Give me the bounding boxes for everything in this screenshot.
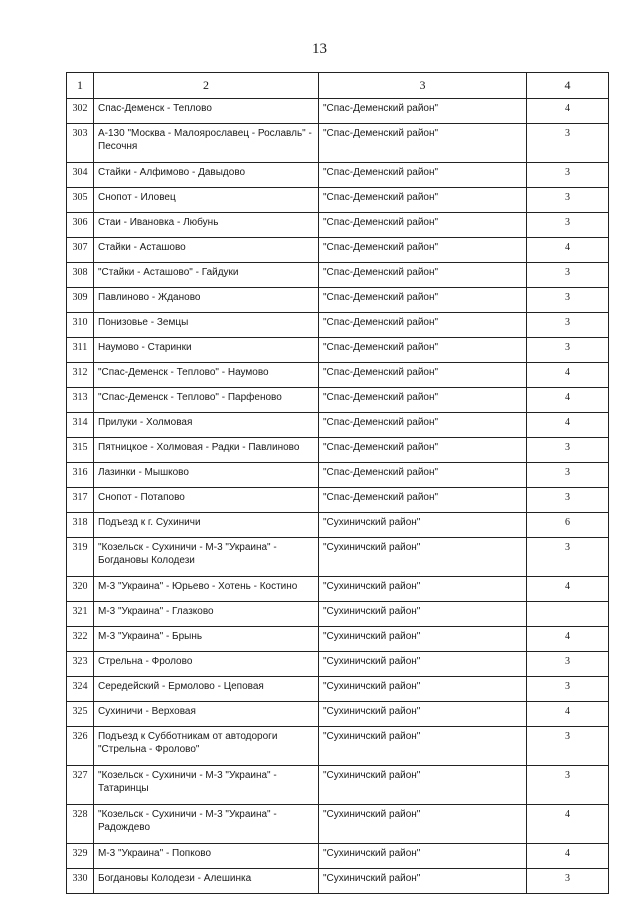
road-name-cell: Наумово - Старинки — [94, 338, 319, 363]
district-cell: "Спас-Деменский район" — [319, 363, 527, 388]
row-number-cell: 326 — [67, 727, 94, 766]
district-cell: "Сухиничский район" — [319, 627, 527, 652]
category-cell: 4 — [527, 702, 609, 727]
table-row — [67, 213, 609, 238]
district-cell: "Сухиничский район" — [319, 677, 527, 702]
district-cell: "Сухиничский район" — [319, 869, 527, 894]
row-number-cell: 313 — [67, 388, 94, 413]
table-row — [67, 602, 609, 627]
row-number-cell: 310 — [67, 313, 94, 338]
district-cell: "Спас-Деменский район" — [319, 413, 527, 438]
table-row — [67, 413, 609, 438]
road-name-cell: Середейский - Ермолово - Цеповая — [94, 677, 319, 702]
row-number-cell: 321 — [67, 602, 94, 627]
district-cell: "Спас-Деменский район" — [319, 238, 527, 263]
header-cell-district: 3 — [319, 73, 527, 99]
district-cell: "Спас-Деменский район" — [319, 124, 527, 163]
row-number-cell: 309 — [67, 288, 94, 313]
road-name-cell: "Спас-Деменск - Теплово" - Парфеново — [94, 388, 319, 413]
table-row — [67, 805, 609, 844]
district-cell: "Спас-Деменский район" — [319, 338, 527, 363]
road-name-cell: Богдановы Колодези - Алешинка — [94, 869, 319, 894]
table-row — [67, 288, 609, 313]
road-name-cell: "Козельск - Сухиничи - М-3 "Украина" - Богдановы Колодези — [94, 538, 319, 577]
road-name-cell: Стаи - Ивановка - Любунь — [94, 213, 319, 238]
district-cell: "Сухиничский район" — [319, 805, 527, 844]
road-name-cell: Пятницкое - Холмовая - Радки - Павлиново — [94, 438, 319, 463]
table-row — [67, 627, 609, 652]
road-name-cell: М-3 "Украина" - Глазково — [94, 602, 319, 627]
district-cell: "Сухиничский район" — [319, 727, 527, 766]
district-cell: "Спас-Деменский район" — [319, 163, 527, 188]
row-number-cell: 311 — [67, 338, 94, 363]
road-name-cell: Подъезд к г. Сухиничи — [94, 513, 319, 538]
table-row — [67, 463, 609, 488]
row-number-cell: 320 — [67, 577, 94, 602]
road-name-cell: "Козельск - Сухиничи - М-3 "Украина" - Радождево — [94, 805, 319, 844]
district-cell: "Спас-Деменский район" — [319, 313, 527, 338]
category-cell: 3 — [527, 288, 609, 313]
road-name-cell: А-130 "Москва - Малоярославец - Рославль" - Песочня — [94, 124, 319, 163]
category-cell: 3 — [527, 313, 609, 338]
category-cell: 3 — [527, 488, 609, 513]
table-header-row — [67, 73, 609, 99]
table-row — [67, 513, 609, 538]
row-number-cell: 325 — [67, 702, 94, 727]
table-row — [67, 577, 609, 602]
district-cell: "Сухиничский район" — [319, 844, 527, 869]
table-row — [67, 869, 609, 894]
row-number-cell: 308 — [67, 263, 94, 288]
table-row — [67, 124, 609, 163]
table-row — [67, 263, 609, 288]
category-cell: 3 — [527, 338, 609, 363]
category-cell: 3 — [527, 124, 609, 163]
road-name-cell: М-3 "Украина" - Попково — [94, 844, 319, 869]
road-name-cell: М-3 "Украина" - Брынь — [94, 627, 319, 652]
row-number-cell: 330 — [67, 869, 94, 894]
row-number-cell: 317 — [67, 488, 94, 513]
road-name-cell: "Стайки - Асташово" - Гайдуки — [94, 263, 319, 288]
district-cell: "Сухиничский район" — [319, 766, 527, 805]
category-cell: 6 — [527, 513, 609, 538]
district-cell: "Спас-Деменский район" — [319, 488, 527, 513]
table-row — [67, 844, 609, 869]
row-number-cell: 324 — [67, 677, 94, 702]
category-cell: 4 — [527, 805, 609, 844]
road-name-cell: Стрельна - Фролово — [94, 652, 319, 677]
row-number-cell: 312 — [67, 363, 94, 388]
table-row — [67, 238, 609, 263]
table-row — [67, 388, 609, 413]
district-cell: "Спас-Деменский район" — [319, 99, 527, 124]
road-name-cell: Подъезд к Субботникам от автодороги "Стрельна - Фролово" — [94, 727, 319, 766]
table-row — [67, 727, 609, 766]
road-name-cell: Павлиново - Жданово — [94, 288, 319, 313]
category-cell: 3 — [527, 438, 609, 463]
road-name-cell: Лазинки - Мышково — [94, 463, 319, 488]
row-number-cell: 322 — [67, 627, 94, 652]
district-cell: "Сухиничский район" — [319, 702, 527, 727]
district-cell: "Сухиничский район" — [319, 513, 527, 538]
row-number-cell: 328 — [67, 805, 94, 844]
table-row — [67, 99, 609, 124]
category-cell: 3 — [527, 263, 609, 288]
page-number: 13 — [312, 41, 327, 57]
district-cell: "Спас-Деменский район" — [319, 388, 527, 413]
category-cell: 4 — [527, 388, 609, 413]
road-name-cell: "Козельск - Сухиничи - М-3 "Украина" - Татаринцы — [94, 766, 319, 805]
district-cell: "Спас-Деменский район" — [319, 213, 527, 238]
category-cell: 3 — [527, 727, 609, 766]
row-number-cell: 316 — [67, 463, 94, 488]
road-name-cell: Спас-Деменск - Теплово — [94, 99, 319, 124]
road-name-cell: Сухиничи - Верховая — [94, 702, 319, 727]
row-number-cell: 318 — [67, 513, 94, 538]
category-cell: 3 — [527, 188, 609, 213]
district-cell: "Спас-Деменский район" — [319, 438, 527, 463]
road-name-cell: М-3 "Украина" - Юрьево - Хотень - Костино — [94, 577, 319, 602]
row-number-cell: 302 — [67, 99, 94, 124]
row-number-cell: 315 — [67, 438, 94, 463]
road-name-cell: Стайки - Асташово — [94, 238, 319, 263]
category-cell: 4 — [527, 99, 609, 124]
row-number-cell: 327 — [67, 766, 94, 805]
row-number-cell: 303 — [67, 124, 94, 163]
category-cell: 4 — [527, 844, 609, 869]
district-cell: "Спас-Деменский район" — [319, 188, 527, 213]
table-row — [67, 313, 609, 338]
category-cell — [527, 602, 609, 627]
table-row — [67, 188, 609, 213]
road-name-cell: Снопот - Потапово — [94, 488, 319, 513]
table-row — [67, 338, 609, 363]
district-cell: "Сухиничский район" — [319, 602, 527, 627]
category-cell: 4 — [527, 363, 609, 388]
district-cell: "Спас-Деменский район" — [319, 263, 527, 288]
category-cell: 4 — [527, 238, 609, 263]
row-number-cell: 323 — [67, 652, 94, 677]
category-cell: 3 — [527, 538, 609, 577]
header-cell-name: 2 — [94, 73, 319, 99]
road-name-cell: Стайки - Алфимово - Давыдово — [94, 163, 319, 188]
header-cell-category: 4 — [527, 73, 609, 99]
road-name-cell: Снопот - Иловец — [94, 188, 319, 213]
table-row — [67, 702, 609, 727]
road-name-cell: Прилуки - Холмовая — [94, 413, 319, 438]
category-cell: 4 — [527, 413, 609, 438]
category-cell: 4 — [527, 577, 609, 602]
category-cell: 3 — [527, 869, 609, 894]
row-number-cell: 304 — [67, 163, 94, 188]
category-cell: 3 — [527, 652, 609, 677]
table-row — [67, 363, 609, 388]
table-row — [67, 652, 609, 677]
road-name-cell: Понизовье - Земцы — [94, 313, 319, 338]
row-number-cell: 305 — [67, 188, 94, 213]
district-cell: "Сухиничский район" — [319, 538, 527, 577]
table-row — [67, 538, 609, 577]
district-cell: "Сухиничский район" — [319, 577, 527, 602]
row-number-cell: 306 — [67, 213, 94, 238]
table-row — [67, 488, 609, 513]
category-cell: 3 — [527, 213, 609, 238]
header-cell-number: 1 — [67, 73, 94, 99]
row-number-cell: 314 — [67, 413, 94, 438]
roads-table — [66, 72, 609, 894]
category-cell: 4 — [527, 627, 609, 652]
category-cell: 3 — [527, 766, 609, 805]
district-cell: "Сухиничский район" — [319, 652, 527, 677]
district-cell: "Спас-Деменский район" — [319, 463, 527, 488]
category-cell: 3 — [527, 677, 609, 702]
district-cell: "Спас-Деменский район" — [319, 288, 527, 313]
category-cell: 3 — [527, 163, 609, 188]
road-name-cell: "Спас-Деменск - Теплово" - Наумово — [94, 363, 319, 388]
row-number-cell: 307 — [67, 238, 94, 263]
table-row — [67, 438, 609, 463]
category-cell: 3 — [527, 463, 609, 488]
table-row — [67, 677, 609, 702]
table-row — [67, 163, 609, 188]
row-number-cell: 319 — [67, 538, 94, 577]
row-number-cell: 329 — [67, 844, 94, 869]
table-row — [67, 766, 609, 805]
